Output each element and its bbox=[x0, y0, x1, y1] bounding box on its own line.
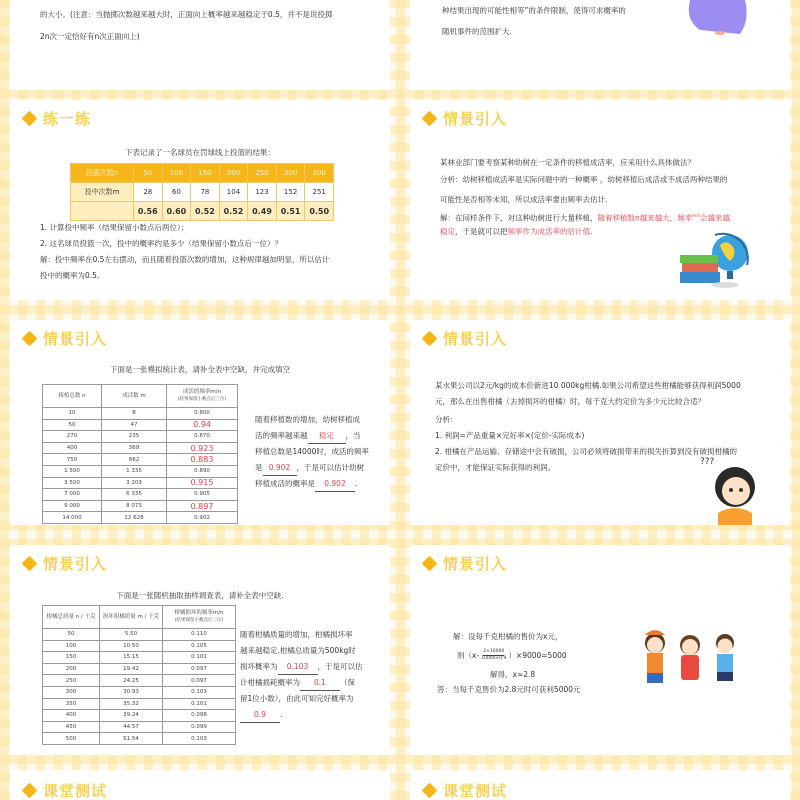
cell: 60 bbox=[162, 183, 191, 202]
header-cell: 500 bbox=[305, 164, 334, 183]
slide-title bbox=[20, 328, 107, 349]
cell: 0.52 bbox=[219, 202, 248, 221]
question-1: 1. 计算投中频率（结果保留小数点后两位）； bbox=[40, 223, 189, 232]
cell: 251 bbox=[305, 183, 334, 202]
text-line: 1. 利润=产品重量×完好率×(定价-实际成本) bbox=[435, 431, 585, 440]
cell: 8 073 bbox=[102, 500, 167, 512]
cell: 28 bbox=[134, 183, 163, 202]
answer-blank: 0.902 bbox=[315, 476, 355, 492]
cell: 0.105 bbox=[163, 640, 236, 652]
orange-damage-table bbox=[42, 605, 236, 745]
text-segment: 损坏概率为 bbox=[240, 662, 278, 671]
cell: 0.800 bbox=[167, 408, 238, 420]
answer-blank: 0.9 bbox=[240, 707, 280, 723]
cell: 0.103 bbox=[163, 733, 236, 745]
answer-line: 投中的概率为0.5。 bbox=[40, 271, 105, 280]
header-text: 成活的频率m/n bbox=[182, 389, 222, 395]
cell: 0.101 bbox=[163, 652, 236, 664]
answer-line: 解：投中频率在0.5左右摆动，而且随着投篮次数的增加，这种规律越加明显，所以估计 bbox=[40, 255, 330, 264]
cell: 150 bbox=[43, 652, 100, 664]
cell: 500 bbox=[43, 733, 100, 745]
slide-scenario-orange-table bbox=[10, 545, 390, 755]
highlight-text: 会越来越 bbox=[700, 213, 731, 223]
title-text: 练一练 bbox=[43, 110, 92, 128]
slide-scenario-tree-table bbox=[10, 320, 390, 525]
slide-scenario-fruit bbox=[410, 320, 790, 525]
slide-top-right bbox=[410, 0, 790, 90]
slide-scenario-solution bbox=[410, 545, 790, 755]
cell: 0.51 bbox=[276, 202, 305, 221]
cell: 662 bbox=[102, 454, 167, 466]
diamond-icon bbox=[422, 331, 438, 347]
header-cell: 100 bbox=[162, 164, 191, 183]
header-cell bbox=[167, 385, 238, 408]
text-segment: ，当 bbox=[345, 431, 361, 440]
intro-text: 下表记录了一名球员在罚球线上投篮的结果： bbox=[125, 148, 275, 157]
answer-blank: 0.103 bbox=[278, 659, 318, 675]
title-text: 情景引入 bbox=[43, 555, 108, 573]
cell: 0.097 bbox=[163, 663, 236, 675]
cell: 6 335 bbox=[102, 489, 167, 501]
cell: 0.110 bbox=[163, 629, 236, 641]
text-line: 某林业部门要考察某种幼树在一定条件的移植成活率，应采用什么具体做法？ bbox=[440, 158, 695, 167]
text-line: 可能性是否相等未知，所以成活率要由频率去估计. bbox=[440, 195, 608, 204]
cell: 104 bbox=[219, 183, 248, 202]
person-illustration bbox=[680, 0, 760, 35]
side-line bbox=[240, 659, 363, 675]
filled-cell: 0.883 bbox=[167, 454, 238, 466]
header-cell: 250 bbox=[248, 164, 277, 183]
tree-survival-table bbox=[42, 384, 238, 524]
equation-line bbox=[457, 648, 567, 663]
cell: 51.54 bbox=[100, 733, 163, 745]
cell: 3 500 bbox=[43, 477, 102, 489]
side-line bbox=[240, 675, 355, 691]
slide-title bbox=[420, 553, 507, 574]
cell: 0.52 bbox=[191, 202, 220, 221]
text-segment: ，于是可以估计幼树 bbox=[296, 463, 364, 472]
text-line: 元，那么在出售柑橘（去掉损坏的柑橘）时，每千克大约定价为多少元比较合适？ bbox=[435, 397, 705, 406]
cell: 8 bbox=[102, 408, 167, 420]
side-line: 移植总数是14000时，成活的频率 bbox=[255, 447, 369, 456]
side-line: 随着移植数的增加，幼树移植成 bbox=[255, 415, 360, 424]
text-segment: . bbox=[355, 479, 358, 488]
slide-title bbox=[420, 780, 507, 800]
answer-blank: 0.1 bbox=[300, 675, 340, 691]
cell: 400 bbox=[43, 710, 100, 722]
answer-blank: 稳定 bbox=[308, 428, 346, 444]
side-line: 留1位小数），由此可知完好概率为 bbox=[240, 694, 354, 703]
slide-title bbox=[420, 108, 507, 129]
cell: 152 bbox=[276, 183, 305, 202]
children-illustration bbox=[635, 625, 745, 700]
slide-class-test-left bbox=[10, 770, 390, 800]
diamond-icon bbox=[22, 783, 38, 799]
title-text: 情景引入 bbox=[443, 555, 508, 573]
row-label: 投中次数m bbox=[71, 183, 134, 202]
highlight-text: 随着移植数n越来越大，频率 bbox=[597, 213, 693, 223]
slide-top-left bbox=[10, 0, 390, 90]
header-note: (结果保留小数点后三位) bbox=[177, 397, 227, 402]
cell: 10 bbox=[43, 408, 102, 420]
text-segment: 活的频率越来越 bbox=[255, 431, 308, 440]
text-line bbox=[440, 208, 730, 226]
slide-scenario-forestry bbox=[410, 100, 790, 300]
cell: 400 bbox=[43, 442, 102, 454]
header-cell bbox=[163, 606, 236, 629]
cell: 14 000 bbox=[43, 512, 102, 524]
text-segment: 是 bbox=[255, 463, 263, 472]
text-segment: 计柑橘损耗概率为 bbox=[240, 678, 300, 687]
question-2: 2. 这名球员投篮一次，投中的概率约是多少（结果保留小数点后一位）？ bbox=[40, 239, 283, 248]
cell: 0.49 bbox=[248, 202, 277, 221]
title-text: 课堂测试 bbox=[43, 782, 108, 800]
filled-cell: 0.94 bbox=[167, 419, 238, 431]
slide-title bbox=[20, 553, 107, 574]
header-note: (结果保留小数点后三位) bbox=[174, 618, 224, 623]
cell: 0.098 bbox=[163, 710, 236, 722]
text-line: 某水果公司以2元/kg的成本价新进10 000kg柑橘.如果公司希望这些柑橘能够获得利润5000 bbox=[435, 381, 741, 390]
cell: 3 203 bbox=[102, 477, 167, 489]
header-text: 柑橘损坏的频率m/n bbox=[174, 610, 224, 616]
diamond-icon bbox=[422, 111, 438, 127]
text-segment: ，于是可以估 bbox=[317, 662, 363, 671]
cell: 7 000 bbox=[43, 489, 102, 501]
cell: 450 bbox=[43, 721, 100, 733]
globe-books-illustration bbox=[675, 225, 755, 295]
cell: 44.57 bbox=[100, 721, 163, 733]
cell: 50 bbox=[43, 629, 100, 641]
text-segment: 解：在同样条件下，对这种幼树进行大量移植， bbox=[440, 213, 598, 223]
text-line: 分析：幼树移植成活率是实际问题中的一种概率 ，幼树移植后成活或不成活两种结果的 bbox=[440, 175, 728, 184]
cell: 0.870 bbox=[167, 431, 238, 443]
text-line: 2n次一定恰好有n次正面向上) bbox=[40, 32, 140, 41]
fraction: m/n bbox=[692, 213, 701, 218]
cell: 0.56 bbox=[134, 202, 163, 221]
side-line: 随着柑橘质量的增加，柑橘损坏率 bbox=[240, 630, 353, 639]
header-cell: 200 bbox=[219, 164, 248, 183]
highlight-text: 稳定 bbox=[440, 227, 455, 236]
cell: 0.890 bbox=[167, 465, 238, 477]
highlight-text: 频率作为成活率的估计值 bbox=[507, 227, 590, 236]
text-segment: . bbox=[590, 227, 593, 236]
cell: 10.50 bbox=[100, 640, 163, 652]
question-marks: ??? bbox=[700, 457, 715, 467]
cell: 1 335 bbox=[102, 465, 167, 477]
filled-cell: 0.923 bbox=[167, 442, 238, 454]
cell: 300 bbox=[43, 686, 100, 698]
cell: 369 bbox=[102, 442, 167, 454]
header-cell: 150 bbox=[191, 164, 220, 183]
title-text: 情景引入 bbox=[443, 110, 508, 128]
diamond-icon bbox=[422, 556, 438, 572]
diamond-icon bbox=[22, 331, 38, 347]
cell: 30.93 bbox=[100, 686, 163, 698]
cell: 235 bbox=[102, 431, 167, 443]
fraction bbox=[481, 649, 506, 662]
diamond-icon bbox=[22, 556, 38, 572]
cell: 0.50 bbox=[305, 202, 334, 221]
side-line bbox=[255, 460, 364, 476]
slide-class-test-right bbox=[410, 770, 790, 800]
filled-cell: 0.897 bbox=[167, 500, 238, 512]
text-line: 分析： bbox=[435, 415, 458, 424]
cell: 12 628 bbox=[102, 512, 167, 524]
cell: 350 bbox=[43, 698, 100, 710]
cell: 750 bbox=[43, 454, 102, 466]
diamond-icon bbox=[422, 783, 438, 799]
header-cell: 柑橘总质量 n / 千克 bbox=[43, 606, 100, 629]
text-segment: 则（x- bbox=[457, 651, 480, 660]
text-line: 定价中，才能保证实际获得的利润。 bbox=[435, 463, 555, 472]
cell: 9 000 bbox=[43, 500, 102, 512]
text-line: 随机事件的范围扩大. bbox=[442, 27, 512, 36]
fraction-denominator: 10000×0.9 bbox=[481, 656, 507, 661]
text-segment: ，于是就可以把 bbox=[455, 227, 508, 236]
cell: 0.902 bbox=[167, 512, 238, 524]
cell: 1 500 bbox=[43, 465, 102, 477]
cell: 0.099 bbox=[163, 721, 236, 733]
cell: 47 bbox=[102, 419, 167, 431]
row-label bbox=[71, 202, 134, 221]
cell: 100 bbox=[43, 640, 100, 652]
cell: 0.60 bbox=[162, 202, 191, 221]
intro-text: 下面是一张随机抽取抽样调查表，请补全表中空缺. bbox=[116, 591, 284, 600]
cell: 5.50 bbox=[100, 629, 163, 641]
cell: 24.25 bbox=[100, 675, 163, 687]
cell: 78 bbox=[191, 183, 220, 202]
slide-title bbox=[20, 780, 107, 800]
thinking-girl-illustration bbox=[710, 465, 760, 525]
side-line: 越来越稳定.柑橘总质量为500kg时 bbox=[240, 646, 356, 655]
cell: 15.15 bbox=[100, 652, 163, 664]
intro-text: 下面是一张模拟统计表，请补全表中空缺，并完成填空 bbox=[110, 365, 290, 374]
cell: 250 bbox=[43, 675, 100, 687]
cell: 35.32 bbox=[100, 698, 163, 710]
diamond-icon bbox=[22, 111, 38, 127]
header-cell: 50 bbox=[134, 164, 163, 183]
cell: 270 bbox=[43, 431, 102, 443]
text-segment: ）×9000=5000 bbox=[508, 651, 567, 660]
side-line bbox=[255, 428, 361, 444]
text-segment: 移植成活的概率是 bbox=[255, 479, 315, 488]
slide-title bbox=[420, 328, 507, 349]
header-cell: 300 bbox=[276, 164, 305, 183]
cell: 0.097 bbox=[163, 675, 236, 687]
filled-cell: 0.915 bbox=[167, 477, 238, 489]
cell: 0.101 bbox=[163, 698, 236, 710]
cell: 39.24 bbox=[100, 710, 163, 722]
cell: 0.905 bbox=[167, 489, 238, 501]
text-line: 2. 柑橘在产品运输、存储途中会有破损，公司必须将破损带来的损失折算到没有破损柑橘的 bbox=[435, 447, 738, 456]
answer-blank: 0.902 bbox=[263, 460, 297, 476]
text-segment: （保 bbox=[340, 678, 355, 687]
cell: 50 bbox=[43, 419, 102, 431]
cell: 19.42 bbox=[100, 663, 163, 675]
side-line: 0.9 . bbox=[240, 707, 282, 723]
text-line bbox=[440, 224, 592, 239]
text-line: 的大小。(注意：当抛掷次数越来越大时，正面向上概率越来越稳定于0.5，并不是说投掷 bbox=[40, 10, 333, 19]
cell: 0.103 bbox=[163, 686, 236, 698]
solution-line: 解得，x≈2.8 bbox=[490, 670, 536, 679]
title-text: 课堂测试 bbox=[443, 782, 508, 800]
solution-line: 解：设每千克柑橘的售价为x元， bbox=[453, 632, 563, 641]
fraction-numerator: 2×10000 bbox=[483, 649, 505, 654]
text-line: 种结果出现的可能性相等”的条件限制，使得可求概率的 bbox=[442, 6, 626, 15]
slide-title bbox=[20, 108, 91, 129]
answer-line: 答：当每千克售价为2.8元时可获利5000元 bbox=[437, 685, 581, 694]
cell: 200 bbox=[43, 663, 100, 675]
title-text: 情景引入 bbox=[443, 330, 508, 348]
title-text: 情景引入 bbox=[43, 330, 108, 348]
header-cell: 移植总数 n bbox=[43, 385, 102, 408]
shooting-table bbox=[70, 163, 334, 221]
header-cell: 损坏柑橘质量 m / 千克 bbox=[100, 606, 163, 629]
header-cell: 成活数 m bbox=[102, 385, 167, 408]
cell: 123 bbox=[248, 183, 277, 202]
slide-practice bbox=[10, 100, 390, 300]
side-line bbox=[255, 476, 357, 492]
header-cell: 投篮次数n bbox=[71, 164, 134, 183]
